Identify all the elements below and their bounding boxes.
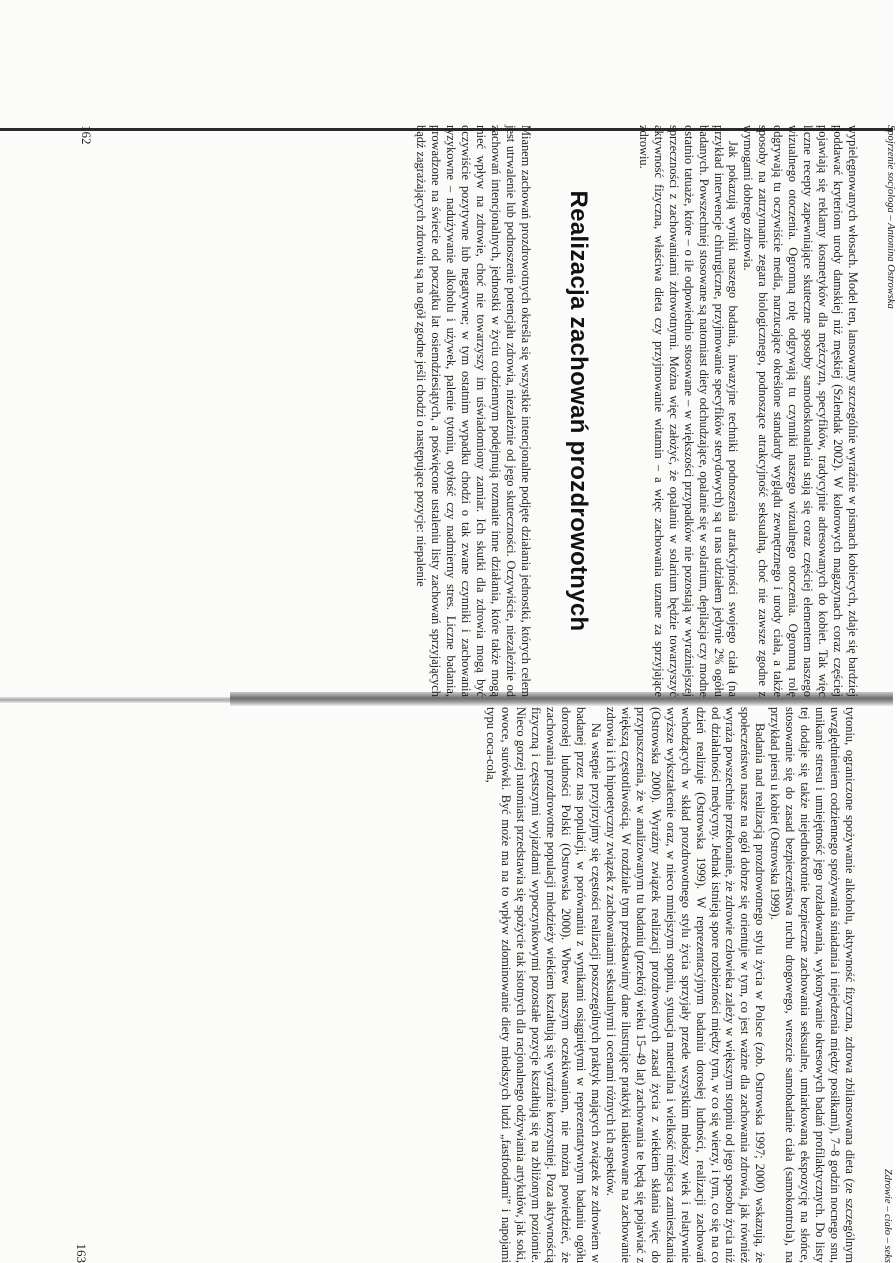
book-gutter-shadow-left xyxy=(0,697,230,703)
page-number: 163 xyxy=(73,1243,89,1263)
page-163 xyxy=(73,707,893,1263)
text-column xyxy=(484,707,857,1263)
running-head: Spojrzenie socjologa – Antonina Ostrowska xyxy=(885,125,896,309)
page-162 xyxy=(78,125,896,697)
text-column xyxy=(414,125,860,697)
page-number: 162 xyxy=(78,125,94,145)
paragraph: wypielęgnowanych włosach. Model ten, lansowany szczególnie wyraźnie w pismach kobiecych, zdaje się bardziej poddawać kryteriom urody damskiej niż męskiej (Szlendak 2002). W kolorowych magazynach coraz częściej pojawiają się reklamy kosmetyków dla mężczyzn, specyfików, tradycyjnie adresowanych do kobiet. Tak więc liczne recepty zapewniające skuteczne sposoby samodoskonalenia stają się coraz częściej elementem naszego wizualnego otoczenia. Ogromną rolę odgrywają tu czynniki naszego wizualnego otoczenia. Ogromną rolę odgrywają tu oczywiście media, narzucające określone standardy wyglądu zewnętrznego i urody ciała, a także sposoby na zatrzymanie zegara biologicznego, podnoszące atrakcyjność seksualną, choć nie zawsze zgodne z wymogami dobrego zdrowia. xyxy=(741,125,860,697)
running-head: Zdrowie – ciało – seks xyxy=(882,1168,893,1263)
paragraph: Na wstępie przyjrzyjmy się częstości realizacji poszczególnych praktyk mających związek ze zdrowiem w badanej przez nas populacji, w porównaniu z wynikami osiągniętymi w reprezentatywnym badaniu ogółu dorosłej ludności Polski (Ostrowska 2000). Wbrew naszym oczekiwaniom, nie można powiedzieć, że zachowania prozdrowotne populacji młodzieży wiekiem kształtują się wyraźnie korzystniej. Poza aktywnością fizyczną i częstszymi wyjazdami wypoczynkowymi pozostałe pozycje kształtują się na zbliżonym poziomie. Nieco gorzej natomiast przedstawia się spożycie tak istotnych dla racjonalnego odżywiania artykułów, jak soki, owoce, surówki. Być może ma na to wpływ zdominowanie diety młodszych ludzi „fastfoodami” i napojami typu coca-cola, xyxy=(484,707,604,1263)
paragraph: Jak pokazują wyniki naszego badania, inwazyjne techniki podnoszenia atrakcyjności swojego ciała (na przykład interwencje chirurgiczne, przyjmowanie specyfików sterydowych) są u nas udziałem jedynie 2% ogółu badanych. Powszechniej stosowane są natomiast diety odchudzające, opalanie się w solarium, depilacja czy modne ostatnio tatuaże, które – o ile odpowiednio stosowane – w większości przypadków nie pozostają w wyraźniejszej sprzeczności z zachowaniami zdrowotnymi. Można więc założyć, że opalaniu w solarium będzie towarzyszyć aktywność fizyczna, właściwa dieta czy przyjmowanie witamin – a więc zachowania uznane za sprzyjające zdrowiu. xyxy=(636,125,741,697)
paragraph: Badania nad realizacją prozdrowotnego stylu życia w Polsce (zob. Ostrowska 1997; 2000) wskazują, że społeczeństwo nasze na ogół dobrze się orientuje w tym, co jest ważne dla zachowania zdrowia, jak również wyraża powszechnie przekonanie, że zdrowie człowieka zależy w większym stopniu od jego sposobu życia niż od działalności medycyny. Jednak istnieją spore rozbieżności między tym, w co się wierzy, i tym, co się na co dzień realizuje (Ostrowska 1999). W reprezentacyjnym badaniu dorosłej ludności, realizacji zachowań wchodzących w skład prozdrowotnego stylu życia sprzyjały przede wszystkim młodszy wiek i relatywnie wyższe wykształcenie oraz, w nieco mniejszym stopniu, sytuacja materialna i wielkość miejsca zamieszkania (Ostrowska 2000). Wyraźny związek realizacji prozdrowotnych zasad życia z wiekiem skłania więc do przypuszczenia, że w analizowanym tu badaniu (przekrój wieku 15–49 lat) zachowania te będą się pojawiać z większą częstotliwością. W rozdziale tym przedstawimy dane ilustrujące praktyki nakierowane na zachowanie zdrowia i ich hipotetyczny związek z zachowaniami seksualnymi i ocenami różnych ich aspektów. xyxy=(604,707,768,1263)
paragraph: Mianem zachowań prozdrowotnych określa się wszystkie intencjonalne podjęte działania jednostki, których celem jest utrwalenie lub podnoszenie potencjału zdrowia, niezależnie od jego skuteczności. Oczywiście, niezależnie od zachowań intencjonalnych, jednostki w życiu codziennym podejmują rozmaite inne działania, które także mogą mieć wpływ na zdrowie, choć nie towarzyszy im uświadomiony zamiar. Ich skutki dla zdrowia mogą być oczywiście pozytywne lub negatywne; w tym ostatnim wypadku chodzi o tak zwane czynniki i zachowania ryzykowne – nadużywanie alkoholu i używek, palenie tytoniu, otyłość czy nadmierny stres. Liczne badania, prowadzone na świecie od początku lat osiemdziesiątych, a poświęcone ustaleniu listy zachowań sprzyjających bądź zagrażających zdrowiu są na ogół zgodne jeśli chodzi o następujące pozycje: niepalenie xyxy=(414,125,534,697)
section-title: Realizacja zachowań prozdrowotnych xyxy=(564,190,592,632)
paragraph: tytoniu, ograniczone spożywanie alkoholu, aktywność fizyczna, zdrowa zbilansowana dieta (ze szczególnym uwzględnieniem codziennego spożywania śniadania i niejedzenia między posiłkami), 7–8 godzin nocnego snu, unikanie stresu i umiejętność jego rozładowania, wykonywanie okresowych badań profilaktycznych. Do listy tej dodaje się także niejednokrotnie bezpieczne zachowania seksualne, umiarkowaną ekspozycję na słońce, stosowanie się do zasad bezpieczeństwa ruchu drogowego, wreszcie samobadanie ciała (samokontrola), na przykład piersi u kobiet (Ostrowska 1999). xyxy=(768,707,857,1263)
